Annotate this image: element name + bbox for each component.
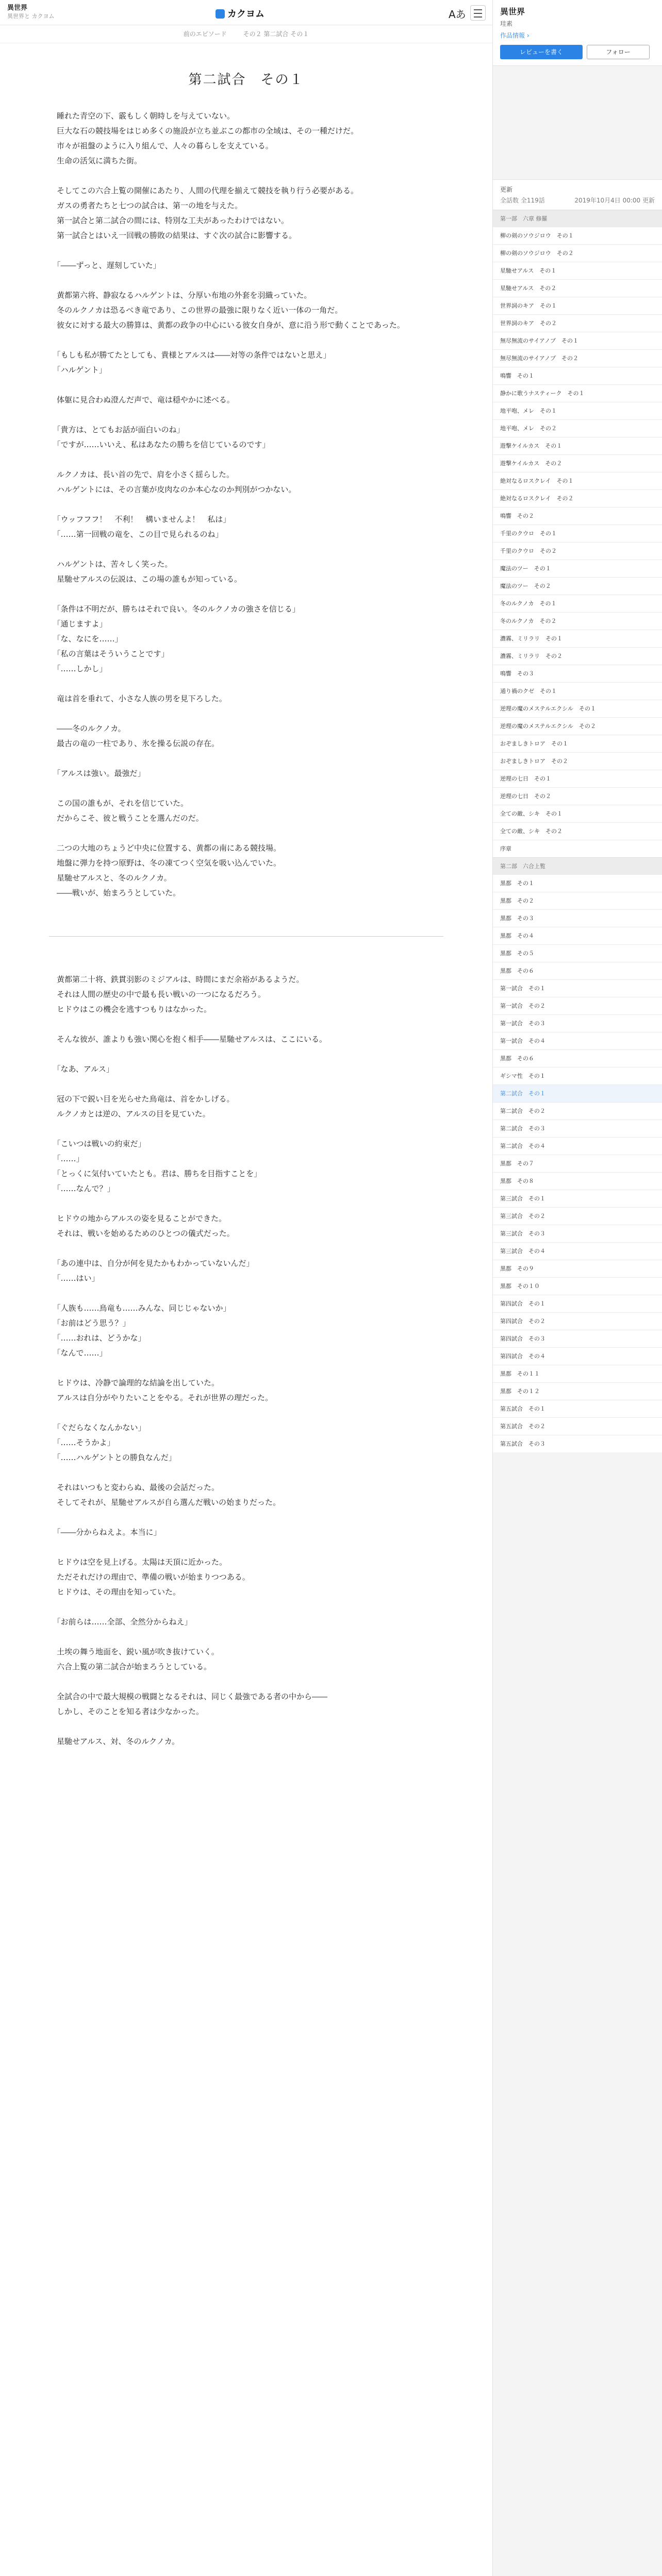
work-title[interactable]: 異世界 <box>500 7 525 16</box>
toc-item[interactable]: 黒都 その７ <box>493 1155 662 1172</box>
paragraph: 二つの大地のちょうど中央に位置する、黄都の南にある競技場。 <box>49 843 282 853</box>
toc-item[interactable]: 濃霧、ミリラリ その１ <box>493 630 662 647</box>
paragraph: 体躯に見合わぬ澄んだ声で、竜は穏やかに述べる。 <box>49 395 235 404</box>
toc-item[interactable]: 魔法のツー その２ <box>493 577 662 595</box>
work-info-link[interactable]: 作品情報 › <box>500 32 529 39</box>
toc-item[interactable]: 黒都 その６ <box>493 962 662 979</box>
toc-item[interactable]: 通り禍のクゼ その１ <box>493 682 662 700</box>
toc-item[interactable]: 逆理の七日 その１ <box>493 770 662 787</box>
paragraph-gap <box>49 408 443 422</box>
paragraph-gap <box>49 1077 443 1092</box>
chapter-title: 第二試合 その１ <box>188 72 304 88</box>
paragraph: 「ハルゲント」 <box>49 365 107 375</box>
toc-item[interactable]: 柳の剣のソウジロウ その２ <box>493 244 662 262</box>
toc-item[interactable]: 第四試合 その３ <box>493 1330 662 1347</box>
toc-item[interactable]: 全ての敵、シキ その２ <box>493 822 662 840</box>
paragraph-gap <box>49 781 443 796</box>
toc-item[interactable]: 逆理の七日 その２ <box>493 787 662 805</box>
paragraph: 「……そうかよ」 <box>49 1438 115 1447</box>
toc-item[interactable]: 第一試合 その２ <box>493 997 662 1014</box>
toc-item[interactable]: 黒都 その９ <box>493 1260 662 1277</box>
paragraph: しかし、そのことを知る者は少なかった。 <box>49 1707 204 1716</box>
paragraph-gap <box>49 1286 443 1301</box>
paragraph: 「……ハルゲントとの勝負なんだ」 <box>49 1453 176 1462</box>
toc-item[interactable]: 静かに歌うナスティーク その１ <box>493 384 662 402</box>
paragraph: 冠の下で鋭い目を光らせた鳥竜は、首をかしげる。 <box>49 1094 235 1104</box>
review-button[interactable]: レビューを書く <box>500 45 583 59</box>
paragraph-gap <box>49 1122 443 1137</box>
paragraph: 「……なんで？」 <box>49 1184 115 1193</box>
side-panel <box>492 0 662 2576</box>
paragraph-gap <box>49 497 443 512</box>
toc-item[interactable]: 第一試合 その４ <box>493 1032 662 1049</box>
toc-item[interactable]: 黒都 その５ <box>493 944 662 962</box>
paragraph: 彼女に対する最大の勝算は、黄都の政争の中心にいる彼女自身が、意に沿う形で動くことであった。 <box>49 320 405 330</box>
paragraph-gap <box>49 243 443 258</box>
toc-item[interactable]: 地平咆、メレ その１ <box>493 402 662 419</box>
toc-item[interactable]: 世界詞のキア その１ <box>493 297 662 314</box>
toc-item[interactable]: 魔法のツー その１ <box>493 560 662 577</box>
site-logo[interactable] <box>216 7 264 20</box>
paragraph: 「……おれは、どうかな」 <box>49 1333 146 1343</box>
toc-item[interactable]: 遊撃ケイルカス その２ <box>493 454 662 472</box>
toc-item[interactable]: 黒都 その１０ <box>493 1277 662 1295</box>
paragraph: 「なあ、アルス」 <box>49 1064 114 1074</box>
toc-item[interactable]: 第二試合 その４ <box>493 1137 662 1155</box>
prev-episode-link[interactable]: 前のエピソード <box>183 30 227 38</box>
toc-item[interactable]: 絶対なるロスクレイ その１ <box>493 472 662 489</box>
paragraph: 六合上覧の第二試合が始まろうとしている。 <box>49 1662 212 1671</box>
toc-item[interactable]: 第三試合 その３ <box>493 1225 662 1242</box>
paragraph: ルクノカは、長い首の先で、肩を小さく揺らした。 <box>49 470 234 479</box>
paragraph: 生命の活気に満ちた街。 <box>49 156 142 165</box>
toc-item[interactable]: ギシマ性 その１ <box>493 1067 662 1084</box>
paragraph-gap <box>49 1196 443 1211</box>
paragraph: ――戦いが、始まろうとしていた。 <box>49 888 181 897</box>
paragraph: 星馳せアルスの伝説は、この場の誰もが知っている。 <box>49 574 242 584</box>
paragraph: 全試合の中で最大規模の戦闘となるそれは、同じく最強である者の中から―― <box>49 1692 328 1701</box>
menu-icon-line <box>474 13 482 14</box>
paragraph: 星馳せアルス、対、冬のルクノカ。 <box>49 1737 180 1746</box>
paragraph-gap <box>49 957 443 972</box>
toc-item[interactable]: 遊撃ケイルカス その１ <box>493 437 662 454</box>
book-info[interactable] <box>7 4 55 21</box>
toc-item[interactable]: 第五試合 その２ <box>493 1417 662 1435</box>
paragraph: 星馳せアルスと、冬のルクノカ。 <box>49 873 172 883</box>
toc-item[interactable]: 鳴響 その２ <box>493 507 662 524</box>
paragraph-gap <box>49 1600 443 1615</box>
toc-item[interactable]: おぞましきトロア その１ <box>493 735 662 752</box>
toc-item[interactable]: 冬のルクノカ その２ <box>493 612 662 630</box>
meta-label: 更新 <box>500 186 513 193</box>
toc-item[interactable]: 第三試合 その１ <box>493 1190 662 1207</box>
paragraph: ルクノカとは逆の、アルスの目を見ていた。 <box>49 1109 210 1118</box>
paragraph: 竜は首を垂れて、小さな人族の男を見下ろした。 <box>49 694 227 703</box>
toc-item[interactable]: 世界詞のキア その２ <box>493 314 662 332</box>
paragraph: 「ぐだらなくなんかない」 <box>49 1423 146 1432</box>
current-episode-label: その２ 第二試合 その１ <box>243 30 309 38</box>
menu-button[interactable] <box>470 5 486 21</box>
episode-body <box>0 109 492 1749</box>
paragraph-gap <box>49 542 443 557</box>
paragraph: 「通じますよ」 <box>49 619 107 629</box>
toc-item[interactable]: 序章 <box>493 840 662 857</box>
toc-item[interactable]: 第一試合 その１ <box>493 979 662 997</box>
paragraph: そしてそれが、星馳せアルスが自ら選んだ戦いの始まりだった。 <box>49 1498 280 1507</box>
side-spacer <box>493 66 662 179</box>
toc-item[interactable]: 第二試合 その２ <box>493 1102 662 1120</box>
paragraph: 地盤に弾力を持つ原野は、冬の凍てつく空気を吸い込んでいた。 <box>49 858 282 868</box>
paragraph: ヒドウの地からアルスの姿を見ることができた。 <box>49 1214 226 1223</box>
paragraph: 黄都第六将、静寂なるハルゲントは、分厚い布地の外套を羽織っていた。 <box>49 291 312 300</box>
toc-item[interactable]: 全ての敵、シキ その１ <box>493 805 662 822</box>
toc-item[interactable]: 千里のクウロ その２ <box>493 542 662 560</box>
toc-item[interactable]: 第五試合 その１ <box>493 1400 662 1417</box>
menu-icon <box>474 9 482 10</box>
paragraph: ヒドウは空を見上げる。太陽は天頂に近かった。 <box>49 1557 227 1567</box>
toc-item[interactable]: 第三試合 その４ <box>493 1242 662 1260</box>
paragraph: 第一試合と第二試合の間には、特別な工夫があったわけではない。 <box>49 216 289 225</box>
paragraph: 「貴方は、とてもお話が面白いのね」 <box>49 425 185 434</box>
paragraph: 「――分からねえよ。本当に」 <box>49 1528 161 1537</box>
paragraph: 睡れた青空の下、霰もしく朝時しを与えていない。 <box>49 111 235 121</box>
toc-item[interactable]: 無尽無流のサイアノプ その２ <box>493 349 662 367</box>
toc-list <box>493 227 662 857</box>
paragraph-gap <box>49 1674 443 1689</box>
paragraph: アルスは自分がやりたいことをやる。それが世界の理だった。 <box>49 1393 273 1402</box>
paragraph-gap <box>49 901 443 916</box>
toc-item[interactable]: 濃霧、ミリラリ その２ <box>493 647 662 665</box>
paragraph-gap <box>49 587 443 602</box>
toc-item[interactable]: 第五試合 その３ <box>493 1435 662 1452</box>
paragraph: この国の誰もが、それを信じていた。 <box>49 799 189 808</box>
toc-item[interactable]: 第四試合 その１ <box>493 1295 662 1312</box>
episode-count: 全話数 全119話 <box>500 197 545 204</box>
toc-section-heading: 第一部 六章 修羅 <box>493 210 662 227</box>
toc-item[interactable]: 絶対なるロスクレイ その２ <box>493 489 662 507</box>
toc-item[interactable]: 鳴響 その１ <box>493 367 662 384</box>
logo-icon <box>216 9 225 19</box>
paragraph: 「な、なにを……」 <box>49 634 123 643</box>
section-divider <box>49 936 443 937</box>
paragraph-gap <box>49 452 443 467</box>
toc-item[interactable]: 黒都 その１１ <box>493 1365 662 1382</box>
paragraph: それはいつもと変わらぬ、最後の会話だった。 <box>49 1483 220 1492</box>
paragraph-gap <box>49 1361 443 1376</box>
paragraph-gap <box>49 1510 443 1525</box>
paragraph: 「アルスは強い。最強だ」 <box>49 769 145 778</box>
paragraph: 「なんで……」 <box>49 1348 107 1358</box>
paragraph: 「私の言葉はそういうことです」 <box>49 649 169 658</box>
paragraph: ヒドウはこの機会を逃すつもりはなかった。 <box>49 1005 212 1014</box>
paragraph: それは、戦いを始めるためのひとつの儀式だった。 <box>49 1229 235 1238</box>
menu-icon-line <box>474 16 482 18</box>
paragraph: 黄都第二十将、鉄貫羽影のミジアルは、時間にまだ余裕があるようだ。 <box>49 975 304 984</box>
paragraph-gap <box>49 676 443 691</box>
paragraph: ヒドウは、冷静で論理的な結論を出していた。 <box>49 1378 220 1387</box>
toc-item-current[interactable]: 第二試合 その１ <box>493 1084 662 1102</box>
toc-item[interactable]: 鳴響 その３ <box>493 665 662 682</box>
toc-item[interactable]: 無尽無流のサイアノプ その１ <box>493 332 662 349</box>
toc-item[interactable]: 第一試合 その３ <box>493 1014 662 1032</box>
paragraph-gap <box>49 1465 443 1480</box>
updated-date: 2019年10月4日 00:00 更新 <box>574 197 655 204</box>
paragraph: 「――ずっと、遅刻していた」 <box>49 261 161 270</box>
paragraph-gap <box>49 333 443 348</box>
work-header <box>493 0 662 66</box>
toc-item[interactable]: 地平咆、メレ その２ <box>493 419 662 437</box>
paragraph: そしてこの六合上覧の開催にあたり、人間の代理を揃えて競技を執り行う必要がある。 <box>49 186 359 195</box>
paragraph-gap <box>49 1540 443 1555</box>
toc-item[interactable]: 柳の剣のソウジロウ その１ <box>493 227 662 244</box>
paragraph-gap <box>49 378 443 393</box>
toc-item[interactable]: 第二試合 その３ <box>493 1120 662 1137</box>
toc-item[interactable]: 黒都 その６ <box>493 1049 662 1067</box>
paragraph-gap <box>49 1630 443 1645</box>
paragraph: だからこそ、彼と戦うことを選んだのだ。 <box>49 814 204 823</box>
paragraph: 土埃の舞う地面を、鋭い風が吹き抜けていく。 <box>49 1647 219 1656</box>
paragraph: 「ですが……いいえ、私はあなたの勝ちを信じているのです」 <box>49 440 270 449</box>
paragraph-gap <box>49 1405 443 1420</box>
paragraph-gap <box>49 826 443 841</box>
paragraph: 「……しかし」 <box>49 664 107 673</box>
paragraph: 「……」 <box>49 1154 84 1163</box>
toc-item[interactable]: 第三試合 その２ <box>493 1207 662 1225</box>
toc-item[interactable]: 千里のクウロ その１ <box>493 524 662 542</box>
paragraph: 市々が祖盤のように入り組んで、人々の暮らしを支えている。 <box>49 141 273 150</box>
toc-item[interactable]: おぞましきトロア その２ <box>493 752 662 770</box>
toc-list <box>493 874 662 1452</box>
toc-item[interactable]: 逆理の魔のメステルエクシル その２ <box>493 717 662 735</box>
paragraph-gap <box>49 168 443 183</box>
paragraph-gap <box>49 273 443 288</box>
logo-text: カクヨム <box>227 9 264 20</box>
paragraph: 「こいつは戦いの約束だ」 <box>49 1139 146 1148</box>
paragraph: 「とっくに気付いていたとも。君は、勝ちを目指すことを」 <box>49 1169 262 1178</box>
paragraph-gap <box>49 1017 443 1032</box>
paragraph-gap <box>49 1047 443 1062</box>
toc-item[interactable]: 第四試合 その４ <box>493 1347 662 1365</box>
paragraph: 第一試合とはいえ一回戦の勝敗の結果は、すぐ次の試合に影響する。 <box>49 231 297 240</box>
work-meta <box>493 179 662 210</box>
paragraph: 巨大な石の競技場をはじめ多くの施設が立ち並ぶこの都市の全域は、その一種だけだ。 <box>49 126 359 135</box>
paragraph: ヒドウは、その理由を知っていた。 <box>49 1587 181 1597</box>
toc-item[interactable]: 黒都 その４ <box>493 927 662 944</box>
paragraph-gap <box>49 1241 443 1256</box>
paragraph: そんな彼が、誰よりも強い関心を抱く相手――星馳せアルスは、ここにいる。 <box>49 1035 327 1044</box>
paragraph: 冬のルクノカは恐るべき竜であり、この世界の最強に限りなく近い一体の一角だ。 <box>49 306 343 315</box>
toc-item[interactable]: 星馳せアルス その１ <box>493 262 662 279</box>
toc-section-heading: 第二部 六合上覧 <box>493 857 662 874</box>
toc-item[interactable]: 黒都 その３ <box>493 909 662 927</box>
paragraph: 「人族も……鳥竜も……みんな、同じじゃないか」 <box>49 1303 231 1313</box>
toc-item[interactable]: 黒都 その１２ <box>493 1382 662 1400</box>
toc-item[interactable]: 黒都 その８ <box>493 1172 662 1190</box>
paragraph: 「……第一回戦の竜を、この目で見られるのね」 <box>49 530 223 539</box>
book-author: 異世界と カクヨム <box>7 13 55 20</box>
paragraph: 「お前はどう思う？」 <box>49 1318 130 1328</box>
toc-item[interactable]: 黒都 その２ <box>493 892 662 909</box>
paragraph: 「……はい」 <box>49 1274 100 1283</box>
paragraph-gap <box>49 751 443 766</box>
paragraph: ガスの勇者たちと七つの試合は、第一の地を与えた。 <box>49 201 243 210</box>
toc-item[interactable]: 第四試合 その２ <box>493 1312 662 1330</box>
paragraph: 「ウッフフフ！ 不利！ 構いませんよ！ 私は」 <box>49 515 231 524</box>
paragraph: 「お前らは……全部、全然分からねえ」 <box>49 1617 192 1626</box>
paragraph: 「条件は不明だが、勝ちはそれで良い。冬のルクノカの強さを信じる」 <box>49 604 300 614</box>
paragraph: ハルゲントは、苦々しく笑った。 <box>49 560 173 569</box>
paragraph: ――冬のルクノカ。 <box>49 724 126 733</box>
episode-nav <box>0 25 492 43</box>
book-title[interactable]: 異世界 <box>7 4 28 12</box>
top-bar <box>0 0 492 25</box>
work-author[interactable]: 珪素 <box>500 20 513 27</box>
text-size-button[interactable]: Aあ <box>449 8 466 21</box>
paragraph-gap <box>49 706 443 721</box>
follow-button[interactable]: フォロー <box>587 45 650 59</box>
paragraph-gap <box>49 1719 443 1734</box>
paragraph: 最古の竜の一柱であり、氷を操る伝説の存在。 <box>49 739 220 748</box>
toc-item[interactable]: 黒都 その１ <box>493 874 662 892</box>
toc-item[interactable]: 逆理の魔のメステルエクシル その１ <box>493 700 662 717</box>
paragraph: ただそれだけの理由で、準備の戦いが始まりつつある。 <box>49 1572 250 1582</box>
paragraph: それは人間の歴史の中で最も長い戦いの一つになるだろう。 <box>49 990 266 999</box>
paragraph: 「あの連中は、自分が何を見たかもわかっていないんだ」 <box>49 1259 254 1268</box>
toc-item[interactable]: 冬のルクノカ その１ <box>493 595 662 612</box>
paragraph: ハルゲントには、その言葉が皮肉なのか本心なのか判別がつかない。 <box>49 485 296 494</box>
paragraph: 「もしも私が勝てたとしても、貴様とアルスは――対等の条件ではないと思え」 <box>49 350 331 360</box>
toc-item[interactable]: 星馳せアルス その２ <box>493 279 662 297</box>
